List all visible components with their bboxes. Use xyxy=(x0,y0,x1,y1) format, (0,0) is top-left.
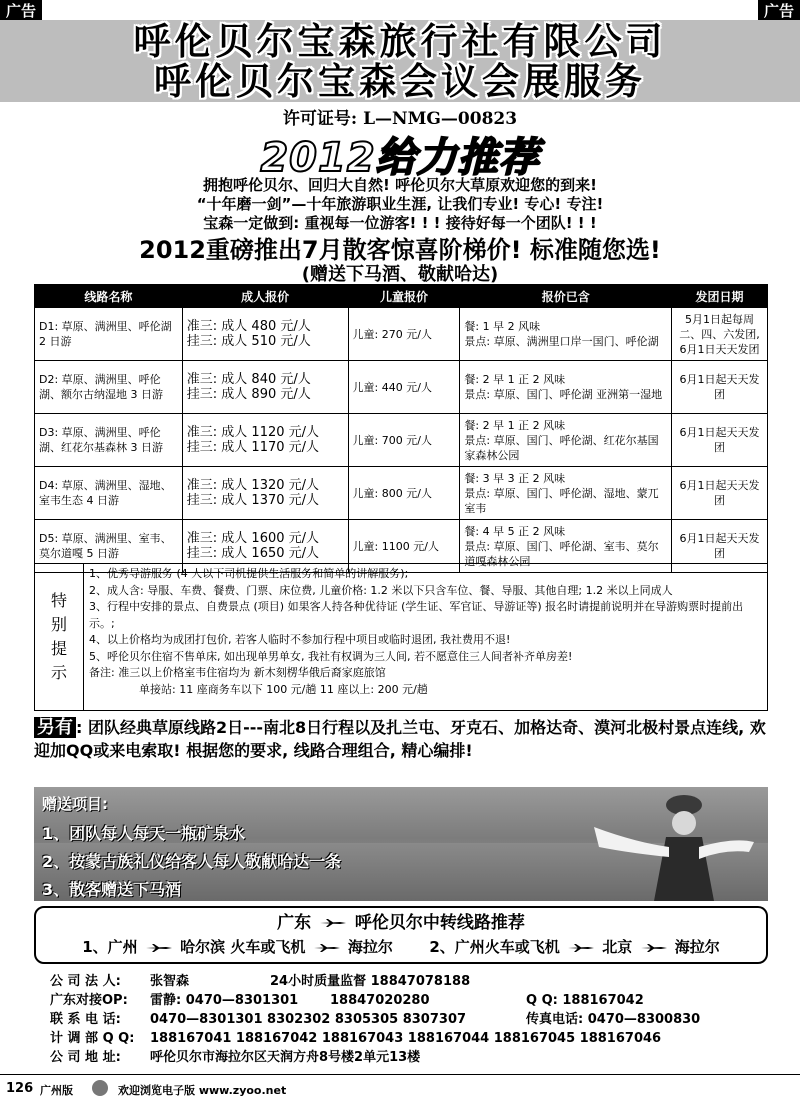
col-header-route: 线路名称 xyxy=(35,285,183,308)
qq-number: Q Q: 188167042 xyxy=(526,993,644,1008)
ad-badge-right: 广告 xyxy=(758,0,800,22)
note-item: 2、成人含: 导服、车费、餐费、门票、床位费, 儿童价格: 1.2 米以下只含车位、餐、导服、其他自理; 1.2 米以上同成人 xyxy=(89,583,673,597)
legal-person: 张智森 xyxy=(150,974,190,989)
notes-label-char: 特 xyxy=(50,591,67,610)
contact-row xyxy=(50,1010,780,1029)
notes-label-char: 别 xyxy=(50,615,67,634)
gifts-title: 赠送项目: xyxy=(42,795,108,813)
fax-number: 传真电话: 0470—8300830 xyxy=(526,1012,701,1027)
notes-label-char: 示 xyxy=(50,663,67,682)
included-meals: 餐: 4 早 5 正 2 风味 xyxy=(464,524,566,538)
contact-row xyxy=(50,1048,780,1067)
note-item: 4、以上价格均为成团打包价, 若客人临时不参加行程中项目或临时退团, 我社费用不退! xyxy=(89,633,511,646)
route-name: D2: 草原、满洲里、呼伦湖、额尔古纳湿地 3 日游 xyxy=(35,361,183,414)
also-text: : 团队经典草原线路2日---南北8日行程以及扎兰屯、牙克石、加格达奇、漠河北极村景点连线, 欢迎加QQ或来电索取! 根据您的要求, 线路合理组合, 精心编排! xyxy=(34,718,766,760)
route2-end: 海拉尔 xyxy=(674,938,720,956)
note-item: 1、优秀导游服务 (4 人以下司机提供生活服务和简单的讲解服务); xyxy=(89,567,409,580)
col-header-included: 报价已含 xyxy=(460,285,672,308)
gd-label: 广东对接OP: xyxy=(50,993,128,1008)
adult-price xyxy=(182,361,348,414)
price-standard: 准三: 成人 1320 元/人 xyxy=(186,478,320,493)
magazine-logo-icon xyxy=(92,1080,108,1096)
departure-date: 6月1日起天天发团 xyxy=(672,467,768,520)
departure-date: 6月1日起天天发团 xyxy=(672,520,768,573)
contact-row xyxy=(50,991,780,1010)
gift-item: 2、按蒙古族礼仪给客人每人敬献哈达一条 xyxy=(42,852,342,871)
adult-price xyxy=(182,308,348,361)
dept-qq: 188167041 188167042 188167043 188167044 188167045 188167046 xyxy=(150,1031,662,1046)
included-meals: 餐: 2 早 1 正 2 风味 xyxy=(464,418,566,432)
included xyxy=(460,361,672,414)
company-name-2: 呼伦贝尔宝森会议会展服务 xyxy=(154,60,646,103)
price-standard: 准三: 成人 1120 元/人 xyxy=(186,425,320,440)
adult-price xyxy=(182,467,348,520)
airplane-icon xyxy=(568,944,594,952)
note-item: 5、呼伦贝尔住宿不售单床, 如出现单男单女, 我社有权调为三人间, 若不愿意住三人间者补齐单房差! xyxy=(89,649,573,663)
special-notes xyxy=(34,563,768,711)
gift-item: 1、团队每人每天一瓶矿泉水 xyxy=(42,824,246,843)
addr-label: 公 司 地 址: xyxy=(50,1050,121,1065)
included xyxy=(460,414,672,467)
tel-label: 联 系 电 话: xyxy=(50,1012,121,1027)
table-row xyxy=(35,467,768,520)
page-number: 126 xyxy=(6,1081,34,1096)
dept-label: 计 调 部 Q Q: xyxy=(50,1031,135,1046)
airplane-icon xyxy=(320,919,346,927)
airplane-icon xyxy=(146,944,172,952)
slogan-1: 拥抱呼伦贝尔、回归大自然! 呼伦贝尔大草原欢迎您的到来! xyxy=(203,176,597,194)
included-sights: 景点: 草原、国门、呼伦湖 亚洲第一湿地 xyxy=(464,388,663,401)
route1-mid: 哈尔滨 火车或飞机 xyxy=(180,938,306,956)
included-sights: 景点: 草原、国门、呼伦湖、湿地、蒙兀室韦 xyxy=(464,486,659,515)
contact-row xyxy=(50,972,780,991)
notes-list xyxy=(89,566,765,698)
promo-title: 2012给力推荐 xyxy=(260,135,540,181)
ad-badge-left: 广告 xyxy=(0,0,42,22)
col-header-child: 儿童报价 xyxy=(348,285,460,308)
note-item: 3、行程中安排的景点、自费景点 (项目) 如果客人持各种优待证 (学生证、军官证、导游证等) 报名时请提前说明并在导游购票时提前出示。; xyxy=(89,600,744,630)
table-header-row xyxy=(35,285,768,308)
price-listed: 挂三: 成人 1170 元/人 xyxy=(186,440,320,455)
airplane-icon xyxy=(641,944,667,952)
footer-message: 欢迎浏览电子版 www.zyoo.net xyxy=(118,1084,287,1097)
also-section xyxy=(34,716,768,762)
transfer-destination: 呼伦贝尔中转线路推荐 xyxy=(354,913,525,933)
route1-end: 海拉尔 xyxy=(347,938,393,956)
subheadline: (赠送下马酒、敬献哈达) xyxy=(301,264,499,285)
tel-numbers: 0470—8301301 8302302 8305305 8307307 xyxy=(150,1012,467,1027)
contact-block xyxy=(50,972,780,1067)
included-meals: 餐: 2 早 1 正 2 风味 xyxy=(464,373,566,386)
dancer-figure-icon xyxy=(574,787,754,901)
included-meals: 餐: 1 早 2 风味 xyxy=(464,320,541,333)
slogan-3: 宝森一定做到: 重视每一位游客! ! ! 接待好每一个团队! ! ! xyxy=(203,214,597,232)
departure-date: 6月1日起天天发团 xyxy=(672,414,768,467)
col-header-date: 发团日期 xyxy=(672,285,768,308)
also-tag: 另有 xyxy=(34,717,76,738)
included-sights: 景点: 草原、国门、呼伦湖、红花尔基国家森林公园 xyxy=(464,433,659,462)
route1-start: 1、广州 xyxy=(82,938,138,956)
col-header-adult: 成人报价 xyxy=(182,285,348,308)
route-price-table xyxy=(34,284,768,573)
route2-start: 2、广州火车或飞机 xyxy=(429,938,560,956)
route-name: D5: 草原、满洲里、室韦、莫尔道嘎 5 日游 xyxy=(35,520,183,573)
departure-date: 5月1日起每周二、四、六发团, 6月1日天天发团 xyxy=(672,308,768,361)
included xyxy=(460,308,672,361)
gd-contact: 雷静: 0470—8301301 xyxy=(150,993,299,1008)
route-name: D4: 草原、满洲里、湿地、室韦生态 4 日游 xyxy=(35,467,183,520)
child-price: 儿童: 800 元/人 xyxy=(348,467,460,520)
transfer-origin: 广东 xyxy=(277,913,312,933)
included xyxy=(460,467,672,520)
price-listed: 挂三: 成人 890 元/人 xyxy=(186,387,311,402)
note-item: 备注: 准三以上价格室韦住宿均为 新木刻楞华俄后裔家庭旅馆 xyxy=(89,666,386,679)
notes-label-char: 提 xyxy=(50,639,67,658)
table-row xyxy=(35,308,768,361)
table-row xyxy=(35,414,768,467)
legal-label: 公 司 法 人: xyxy=(50,974,121,989)
child-price: 儿童: 440 元/人 xyxy=(348,361,460,414)
page-footer xyxy=(0,1077,800,1100)
price-listed: 挂三: 成人 1370 元/人 xyxy=(186,493,320,508)
notes-label xyxy=(35,564,84,710)
airplane-icon xyxy=(314,944,340,952)
transfer-route-list xyxy=(36,936,766,957)
child-price: 儿童: 270 元/人 xyxy=(348,308,460,361)
included-sights: 景点: 草原、满洲里口岸一国门、呼伦湖 xyxy=(464,335,659,348)
transfer-title xyxy=(36,908,766,933)
child-price: 儿童: 700 元/人 xyxy=(348,414,460,467)
transfer-routes xyxy=(34,906,768,964)
quality-hotline: 24小时质量监督 18847078188 xyxy=(270,974,471,989)
child-price: 儿童: 1100 元/人 xyxy=(348,520,460,573)
route-name: D3: 草原、满洲里、呼伦湖、红花尔基森林 3 日游 xyxy=(35,414,183,467)
departure-date: 6月1日起天天发团 xyxy=(672,361,768,414)
note-item: 单接站: 11 座商务车以下 100 元/趟 11 座以上: 200 元/趟 xyxy=(139,682,428,696)
price-standard: 准三: 成人 480 元/人 xyxy=(186,319,311,334)
included-meals: 餐: 3 早 3 正 2 风味 xyxy=(464,471,566,485)
price-listed: 挂三: 成人 1650 元/人 xyxy=(186,546,320,561)
gift-item: 3、散客赠送下马酒 xyxy=(42,880,182,899)
license-number: 许可证号: L—NMG—00823 xyxy=(282,109,518,129)
headline: 2012重磅推出7月散客惊喜阶梯价! 标准随您选! xyxy=(139,236,661,264)
company-name-1: 呼伦贝尔宝森旅行社有限公司 xyxy=(133,20,667,63)
route2-mid: 北京 xyxy=(602,938,633,956)
table-row xyxy=(35,361,768,414)
gd-phone: 18847020280 xyxy=(330,993,430,1008)
contact-row xyxy=(50,1029,780,1048)
slogan-2: “十年磨一剑”—十年旅游职业生涯, 让我们专业! 专心! 专注! xyxy=(196,195,604,213)
footer-divider xyxy=(0,1074,800,1075)
edition-label: 广州版 xyxy=(40,1084,73,1097)
price-standard: 准三: 成人 840 元/人 xyxy=(186,372,311,387)
included-sights: 景点: 草原、国门、呼伦湖、室韦、莫尔道嘎森林公园 xyxy=(464,539,659,568)
gifts-banner xyxy=(34,787,768,901)
route-name: D1: 草原、满洲里、呼伦湖 2 日游 xyxy=(35,308,183,361)
price-standard: 准三: 成人 1600 元/人 xyxy=(186,531,320,546)
price-listed: 挂三: 成人 510 元/人 xyxy=(186,334,311,349)
adult-price xyxy=(182,414,348,467)
company-address: 呼伦贝尔市海拉尔区天润方舟8号楼2单元13楼 xyxy=(150,1050,421,1065)
